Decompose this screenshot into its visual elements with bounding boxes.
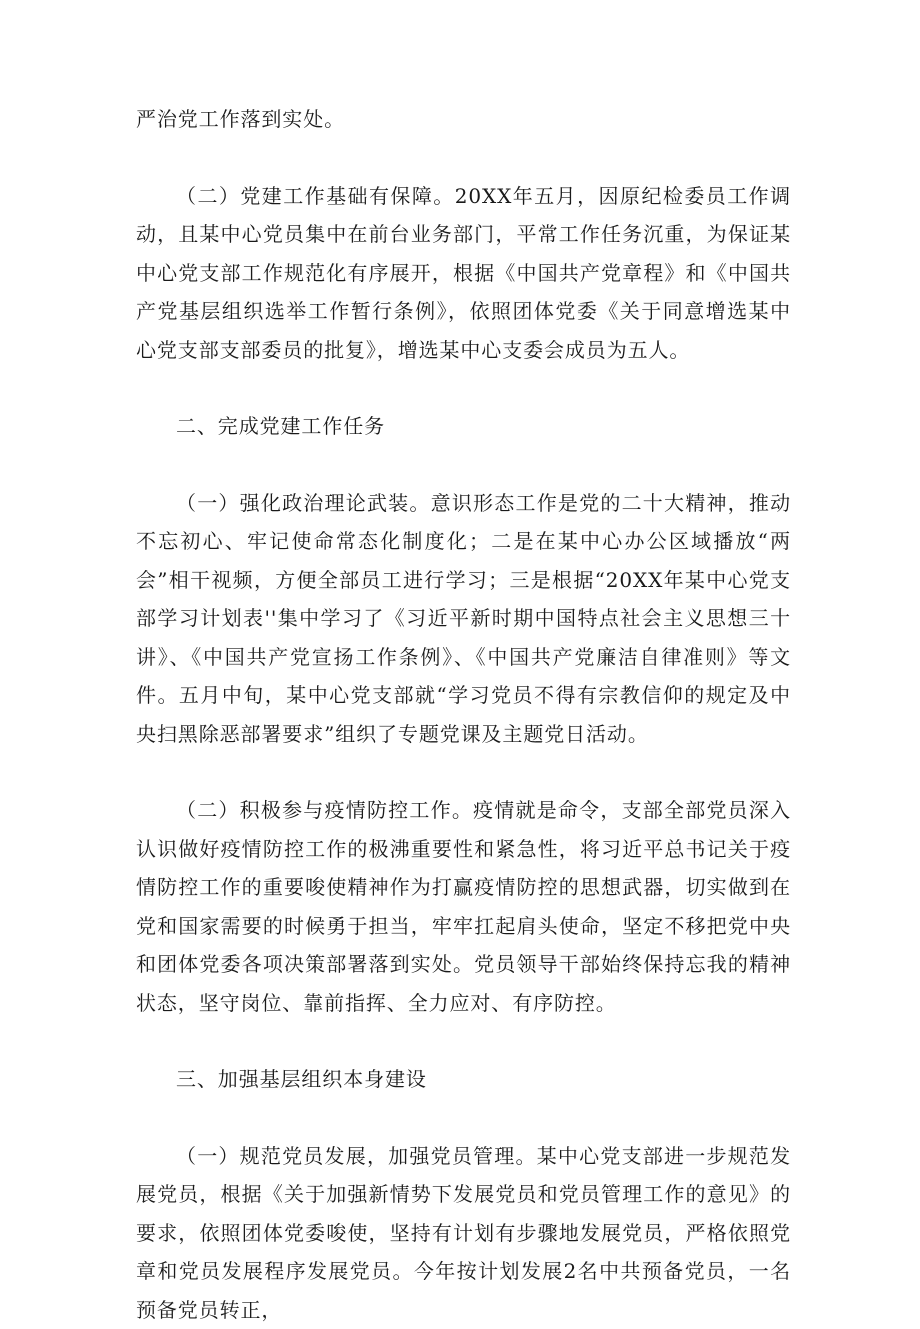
paragraph-gap [136, 753, 791, 791]
paragraph-gap [136, 446, 791, 484]
paragraph-gap [136, 1022, 791, 1060]
paragraph-member-development: （一）规范党员发展，加强党员管理。某中心党支部进一步规范发展党员，根据《关于加强新情势下发展党员和党员管理工作的意见》的要求，依照团体党委唆使，坚持有计划有步骤地发展党员，严格依照党章和党员发展程序发展党员。今年按计划发展2名中共预备党员，一名预备党员转正， [136, 1137, 791, 1329]
paragraph-epidemic-prevention: （二）积极参与疫情防控工作。疫情就是命令，支部全部党员深入认识做好疫情防控工作的极沸重要性和紧急性，将习近平总书记关于疫情防控工作的重要唆使精神作为打赢疫情防控的思想武器，切实做到在党和国家需要的时候勇于担当，牢牢扛起肩头使命，坚定不移把党中央和团体党委各项决策部署落到实处。党员领导干部始终保持忘我的精神状态，坚守岗位、靠前指挥、全力应对、有序防控。 [136, 791, 791, 1022]
paragraph-gap [136, 139, 791, 177]
section-heading-3: 三、加强基层组织本身建设 [136, 1060, 791, 1099]
section-heading-2: 二、完成党建工作任务 [136, 407, 791, 446]
paragraph-gap [136, 1099, 791, 1137]
paragraph-political-theory: （一）强化政治理论武装。意识形态工作是党的二十大精神，推动不忘初心、牢记使命常态化制度化；二是在某中心办公区域播放“两会”相干视频，方便全部员工进行学习；三是根据“20XX年某中心党支部学习计划表''集中学习了《习近平新时期中国特点社会主义思想三十讲》、《中国共产党宣扬工作条例》、《中国共产党廉洁自律准则》等文件。五月中旬，某中心党支部就“学习党员不得有宗教信仰的规定及中央扫黑除恶部署要求”组织了专题党课及主题党日活动。 [136, 484, 791, 754]
paragraph-continued: 严治党工作落到实处。 [136, 100, 791, 139]
paragraph-gap [136, 369, 791, 407]
paragraph-party-building-foundation: （二）党建工作基础有保障。20XX年五月，因原纪检委员工作调动，且某中心党员集中在前台业务部门，平常工作任务沉重，为保证某中心党支部工作规范化有序展开，根据《中国共产党章程》和《中国共产党基层组织选举工作暂行条例》，依照团体党委《关于同意增选某中心党支部支部委员的批复》，增选某中心支委会成员为五人。 [136, 177, 791, 370]
document-body [136, 100, 791, 1329]
